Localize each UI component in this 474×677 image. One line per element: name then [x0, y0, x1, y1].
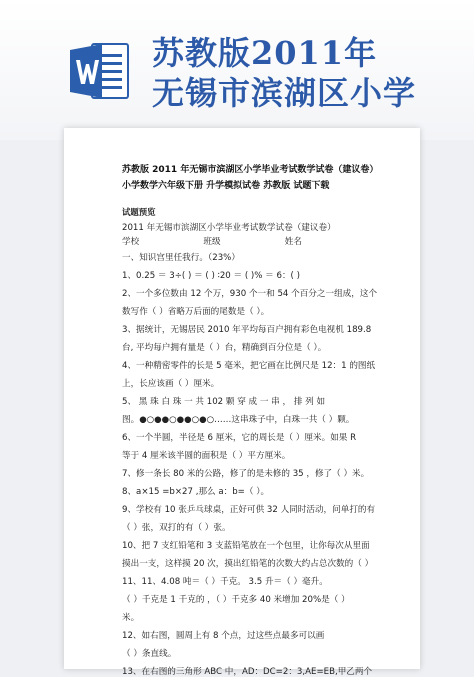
document-line: 上，长应该画（ ）厘米。 [122, 379, 220, 389]
document-line: 2、一个多位数由 12 个万，930 个一和 54 个百分之一组成，这个 [122, 289, 378, 299]
document-line: 13、在右图的三角形 ABC 中，AD：DC=2：3,AE=EB,甲乙两个 [122, 667, 373, 677]
document-line: 3、据统计，无锡居民 2010 年平均每百户拥有彩色电视机 189.8 [122, 325, 372, 335]
document-line: 摸出一支，这样摸 20 次，摸出红铅笔的次数大约占总次数的（ ） [122, 559, 374, 569]
document-page [64, 128, 420, 677]
banner-title-line-1: 苏教版2011年 [152, 34, 378, 72]
section-heading: 试题预览 [122, 207, 156, 217]
document-line: 6、一个半圆，半径是 6 厘米，它的周长是（ ）厘米。如果 R [122, 433, 357, 443]
banner-title-line-2: 无锡市滨湖区小学 [152, 74, 417, 112]
document-line: 12、如右图，圆周上有 8 个点，过这些点最多可以画 [122, 631, 325, 641]
class-label: 班级 [203, 237, 221, 247]
document-line: 4、一种精密零件的长是 5 毫米，把它画在比例尺是 12：1 的图纸 [122, 361, 376, 371]
exam-subtitle: 2011 年无锡市滨湖区小学毕业考试数学试卷（建议卷） [122, 223, 336, 233]
name-label: 姓名 [284, 237, 302, 247]
document-line: 9、学校有 10 张乒乓球桌，正好可供 32 人同时活动，问单打的有 [122, 505, 376, 515]
document-line: 等于 4 厘米该半圆的面积是（ ）平方厘米。 [122, 451, 291, 461]
document-line: 1、0.25 ＝ 3÷( ) ＝ ( ) ∶20 ＝ ( )% ＝ 6：( ) [122, 271, 300, 281]
student-info-row [122, 238, 302, 247]
document-line: （ ）张，双打的有（ ）张。 [122, 523, 231, 533]
document-line: 数写作（ ）省略万后面的尾数是（ ）。 [122, 307, 270, 317]
document-line: 11、11、4.08 吨＝（ ）千克。 3.5 升＝（ ）毫升。 [122, 577, 328, 587]
document-line: 8、a×15 =b×27 ,那么 a：b=（ ）。 [122, 487, 270, 497]
document-line: 7、修一条长 80 米的公路，修了的是未修的 35 ，修了（ ）米。 [122, 469, 370, 479]
document-line: （ ）条直线。 [122, 649, 177, 659]
document-line: 10、把 7 支红铅笔和 3 支蓝铅笔放在一个包里，让你每次从里面 [122, 541, 370, 551]
word-document-icon [68, 40, 130, 102]
document-title: 苏教版 2011 年无锡市滨湖区小学毕业考试数学试卷（建议卷） 小学数学六年级下册 升学模拟试卷 苏教版 试题下载 [122, 165, 379, 191]
document-line: 台, 平均每户拥有量是（ ）台，精确到百分位是（ ）。 [122, 343, 327, 353]
document-line: 一、知识宫里任我行。（23%） [122, 253, 240, 263]
document-line: （ ）千克是 1 千克的 ，（ ）千克多 40 米增加 20%是（ ） [122, 595, 350, 605]
header-banner [0, 0, 474, 140]
school-label: 学校 [122, 237, 140, 247]
document-line: 图。●○●●○●●○●○……这串珠子中，白珠一共（ ）颗。 [122, 415, 355, 425]
document-line: 5、 黑 珠 白 珠 一 共 102 颗 穿 成 一 串 ， 排 列 如 [122, 397, 326, 407]
document-line: 米。 [122, 613, 140, 623]
